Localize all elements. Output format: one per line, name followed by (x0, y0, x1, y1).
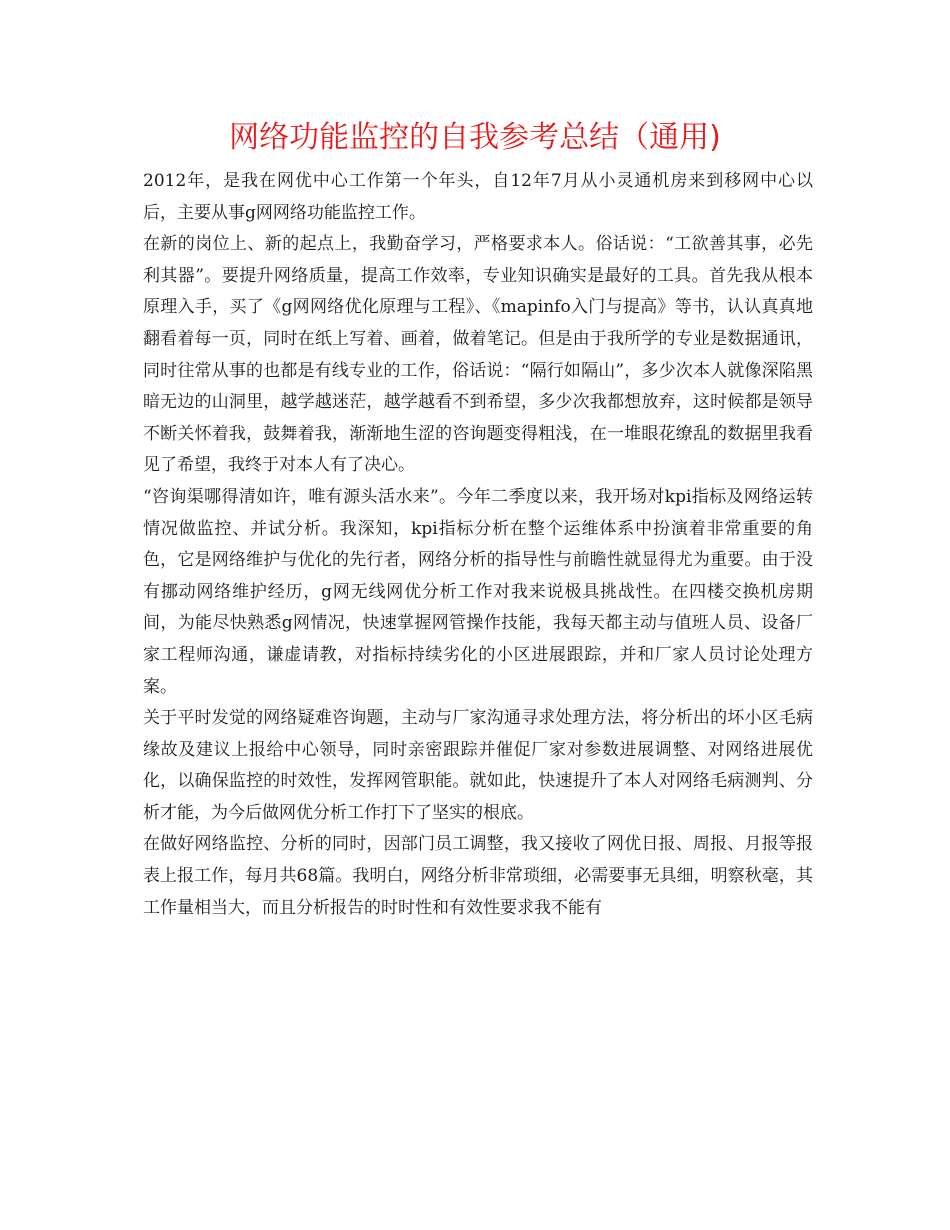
paragraph-2: 在新的岗位上、新的起点上，我勤奋学习，严格要求本人。俗话说：“工欲善其事，必先利其器”。要提升网络质量，提高工作效率，专业知识确实是最好的工具。首先我从根本原理入手，买了《g网网络优化原理与工程》、《mapinfo入门与提高》等书，认认真真地翻看着每一页，同时在纸上写着、画着，做着笔记。但是由于我所学的专业是数据通讯，同时往常从事的也都是有线专业的工作，俗话说：“隔行如隔山”，多少次本人就像深陷黑暗无边的山洞里，越学越迷茫，越学越看不到希望，多少次我都想放弃，这时候都是领导不断关怀着我，鼓舞着我，渐渐地生涩的咨询题变得粗浅，在一堆眼花缭乱的数据里我看见了希望，我终于对本人有了决心。 (143, 234, 813, 476)
paragraph-3: “咨询渠哪得清如许，唯有源头活水来”。今年二季度以来，我开场对kpi指标及网络运转情况做监控、并试分析。我深知，kpi指标分析在整个运维体系中扮演着非常重要的角色，它是网络维护与优化的先行者，网络分析的指导性与前瞻性就显得尤为重要。由于没有挪动网络维护经历，g网无线网优分析工作对我来说极具挑战性。在四楼交换机房期间，为能尽快熟悉g网情况，快速掌握网管操作技能，我每天都主动与值班人员、设备厂家工程师沟通，谦虚请教，对指标持续劣化的小区进展跟踪，并和厂家人员讨论处理方案。 (143, 486, 813, 697)
paragraph-4: 关于平时发觉的网络疑难咨询题，主动与厂家沟通寻求处理方法，将分析出的坏小区毛病缘故及建议上报给中心领导，同时亲密跟踪并催促厂家对参数进展调整、对网络进展优化，以确保监控的时效性，发挥网管职能。就如此，快速提升了本人对网络毛病测判、分析才能，为今后做网优分析工作打下了坚实的根底。 (143, 708, 813, 823)
paragraph-5: 在做好网络监控、分析的同时，因部门员工调整，我又接收了网优日报、周报、月报等报表上报工作，每月共68篇。我明白，网络分析非常琐细，必需要事无具细，明察秋毫，其工作量相当大，而且分析报告的时时性和有效性要求我不能有 (143, 834, 813, 918)
document-title: 网络功能监控的自我参考总结（通用) (229, 120, 721, 155)
document-body (143, 166, 813, 924)
paragraph-1: 2012年，是我在网优中心工作第一个年头，自12年7月从小灵通机房来到移网中心以后，主要从事g网网络功能监控工作。 (143, 171, 813, 223)
